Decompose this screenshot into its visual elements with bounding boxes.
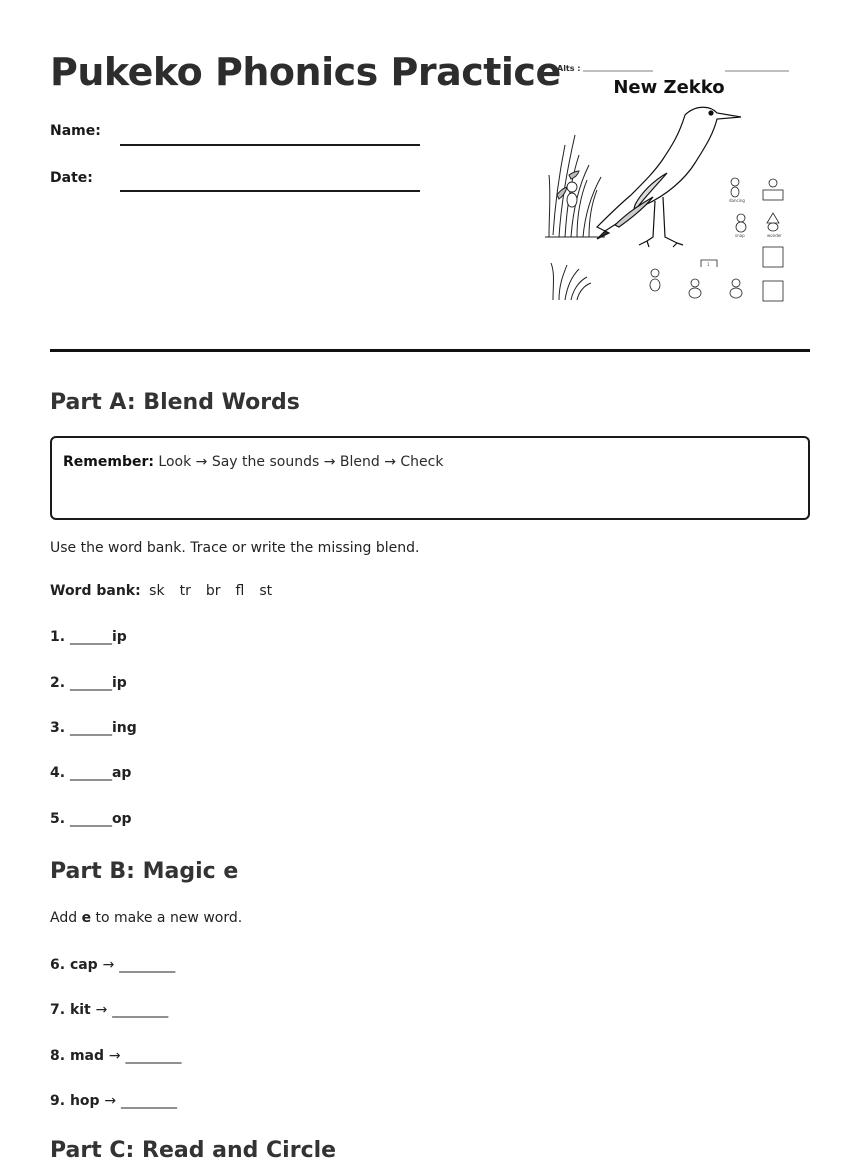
header-divider (50, 349, 810, 352)
word-bank-item: fl (235, 583, 245, 599)
remember-text (63, 454, 443, 470)
blend-question-1 (50, 629, 127, 645)
magic-e-question-9 (50, 1093, 177, 1109)
svg-text:dancing: dancing (729, 198, 745, 203)
answer-blank[interactable]: ________ (125, 1048, 182, 1064)
question-number: 5. (50, 811, 66, 827)
answer-blank[interactable]: ________ (112, 1002, 169, 1018)
alts-label: Alts : (557, 64, 581, 73)
blend-question-5 (50, 811, 132, 827)
word-bank-label: Word bank: (50, 583, 141, 599)
blend-question-4 (50, 765, 131, 781)
word-bank (50, 583, 287, 599)
base-word: hop (69, 1093, 100, 1109)
magic-e-question-8 (50, 1048, 181, 1064)
question-number: 3. (50, 720, 66, 736)
arrow-icon: → (102, 957, 115, 973)
word-bank-item: tr (179, 583, 191, 599)
part-a-heading: Part A: Blend Words (50, 390, 300, 415)
name-line[interactable] (120, 144, 420, 146)
word-bank-item: br (205, 583, 221, 599)
word-ending: op (111, 811, 132, 827)
word-ending: ing (111, 720, 137, 736)
answer-blank[interactable]: ______ (69, 629, 112, 645)
blend-question-3 (50, 720, 137, 736)
instruction-post: to make a new word. (95, 910, 243, 926)
illustration-title: New Zekko (613, 77, 725, 98)
question-number: 6. (50, 957, 66, 973)
question-number: 8. (50, 1048, 66, 1064)
arrow-icon: → (104, 1093, 117, 1109)
instruction-letter: e (81, 910, 92, 926)
word-bank-item: sk (149, 583, 165, 599)
arrow-icon: → (108, 1048, 121, 1064)
base-word: cap (69, 957, 98, 973)
part-a-instruction: Use the word bank. Trace or write the missing blend. (50, 540, 420, 556)
answer-blank[interactable]: ______ (69, 675, 112, 691)
base-word: kit (69, 1002, 91, 1018)
answer-blank[interactable]: ________ (119, 957, 176, 973)
pukeko-illustration (545, 55, 795, 310)
question-number: 4. (50, 765, 66, 781)
part-c-heading: Part C: Read and Circle (50, 1138, 337, 1163)
question-number: 1. (50, 629, 66, 645)
part-b-instruction (50, 910, 242, 926)
blend-question-2 (50, 675, 127, 691)
name-label: Name: (50, 123, 101, 139)
svg-text:snap: snap (735, 233, 745, 238)
answer-blank[interactable]: ______ (69, 765, 112, 781)
remember-box (50, 436, 810, 520)
instruction-pre: Add (50, 910, 78, 926)
magic-e-question-6 (50, 957, 175, 973)
word-bank-item: st (259, 583, 273, 599)
base-word: mad (69, 1048, 104, 1064)
svg-text:1: 1 (707, 262, 710, 267)
remember-label: Remember: (63, 454, 154, 470)
word-ending: ip (111, 629, 127, 645)
svg-text:wonder: wonder (767, 233, 782, 238)
question-number: 9. (50, 1093, 66, 1109)
date-label: Date: (50, 170, 93, 186)
arrow-icon: → (95, 1002, 108, 1018)
question-number: 7. (50, 1002, 66, 1018)
word-ending: ap (111, 765, 132, 781)
answer-blank[interactable]: ______ (69, 720, 112, 736)
word-ending: ip (111, 675, 127, 691)
magic-e-question-7 (50, 1002, 168, 1018)
question-number: 2. (50, 675, 66, 691)
answer-blank[interactable]: ________ (121, 1093, 178, 1109)
remember-steps: Look → Say the sounds → Blend → Check (158, 454, 444, 470)
worksheet-title: Pukeko Phonics Practice (50, 50, 561, 94)
date-line[interactable] (120, 190, 420, 192)
part-b-heading: Part B: Magic e (50, 859, 239, 884)
answer-blank[interactable]: ______ (69, 811, 112, 827)
